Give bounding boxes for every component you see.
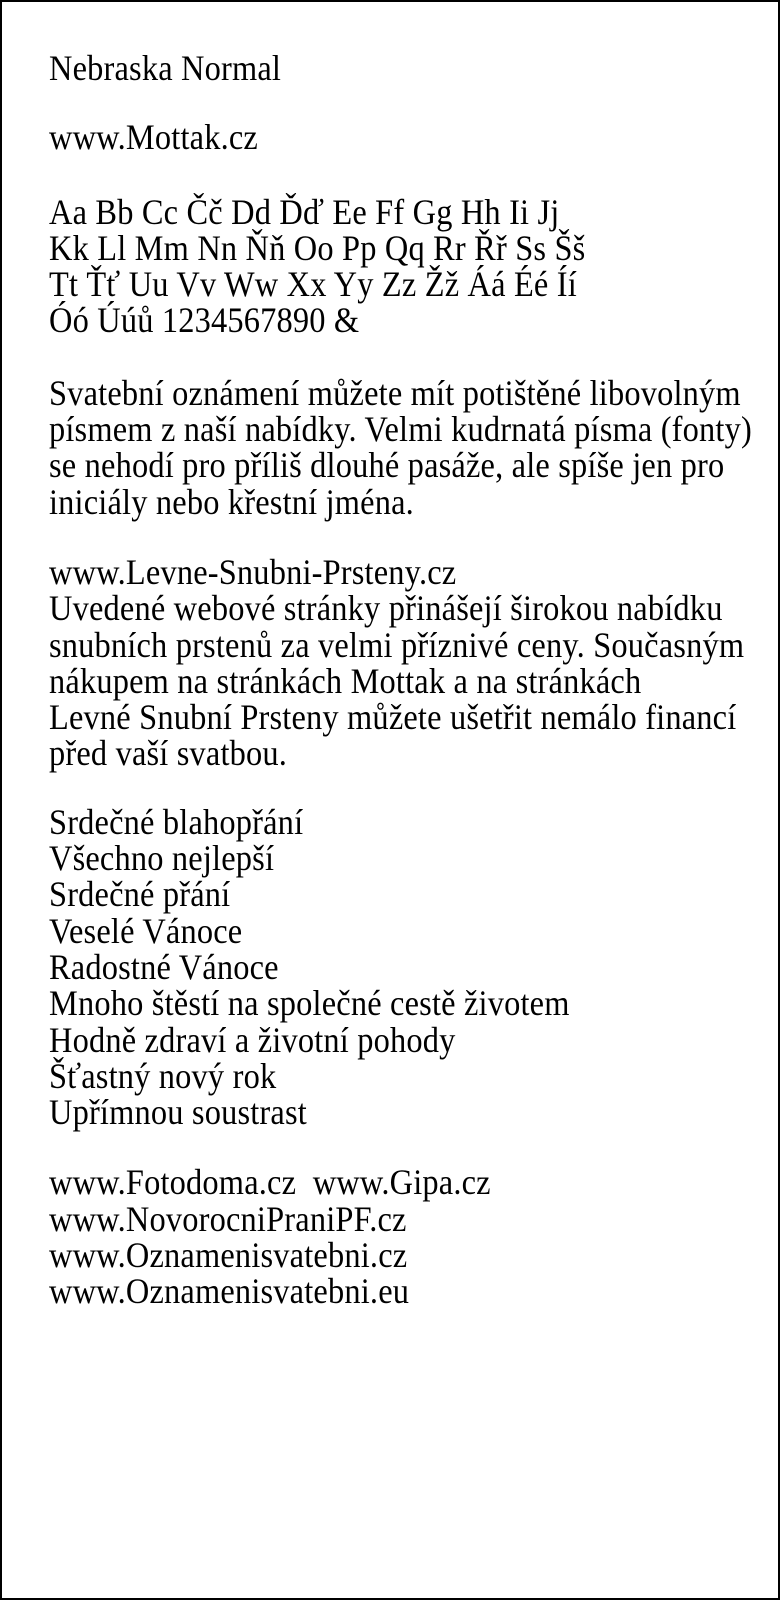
- greeting-item: Šťastný nový rok: [49, 1055, 277, 1096]
- partner-line: nákupem na stránkách Mottak a na stránkách: [49, 660, 642, 701]
- partner-paragraph: [49, 551, 768, 774]
- alphabet-line: Óó Úúů 1234567890 &: [49, 300, 360, 341]
- greeting-item: Hodně zdraví a životní pohody: [49, 1019, 456, 1060]
- font-title-section: [49, 50, 768, 86]
- partner-line: Uvedené webové stránky přinášejí širokou nabídku: [49, 588, 723, 629]
- footer-link-line: www.Oznamenisvatebni.cz: [49, 1235, 408, 1276]
- partner-url-text: www.Levne-Snubni-Prsteny.cz: [49, 551, 457, 592]
- greeting-item: Srdečné blahopřání: [49, 801, 304, 842]
- partner-line: před vaší svatbou.: [49, 733, 288, 774]
- description-line: se nehodí pro příliš dlouhé pasáže, ale spíše jen pro: [49, 445, 725, 486]
- footer-link-line: www.Fotodoma.cz www.Gipa.cz: [49, 1162, 491, 1203]
- description-line: iniciály nebo křestní jména.: [49, 481, 414, 522]
- partner-line: snubních prstenů za velmi příznivé ceny. Současným: [49, 624, 745, 665]
- alphabet-specimen: [49, 191, 768, 341]
- description-line: písmem z naší nabídky. Velmi kudrnatá písma (fonty): [49, 409, 752, 450]
- greeting-item: Radostné Vánoce: [49, 946, 279, 987]
- greetings-list: [49, 801, 768, 1133]
- footer-link-line: www.NovorocniPraniPF.cz: [49, 1198, 407, 1239]
- greeting-item: Mnoho štěstí na společné cestě životem: [49, 983, 570, 1024]
- font-name-title: Nebraska Normal: [49, 48, 282, 88]
- greeting-item: Veselé Vánoce: [49, 910, 243, 951]
- description-line: Svatební oznámení můžete mít potištěné libovolným: [49, 372, 741, 413]
- footer-link-line: www.Oznamenisvatebni.eu: [49, 1271, 410, 1312]
- site-url-section: [49, 117, 768, 158]
- alphabet-line: Tt Ťť Uu Vv Ww Xx Yy Zz Žž Áá Éé Íí: [49, 264, 577, 305]
- site-url-text: www.Mottak.cz: [49, 117, 258, 158]
- alphabet-line: Kk Ll Mm Nn Ňň Oo Pp Qq Rr Řř Ss Šš: [49, 227, 586, 268]
- greeting-item: Srdečné přání: [49, 874, 231, 915]
- footer-links: [49, 1162, 768, 1312]
- specimen-content: [2, 2, 778, 1310]
- greeting-item: Upřímnou soustrast: [49, 1092, 307, 1133]
- partner-line: Levné Snubní Prsteny můžete ušetřit nemálo financí: [49, 697, 737, 738]
- greeting-item: Všechno nejlepší: [49, 838, 275, 879]
- description-paragraph: [49, 372, 768, 522]
- alphabet-line: Aa Bb Cc Čč Dd Ďď Ee Ff Gg Hh Ii Jj: [49, 191, 560, 232]
